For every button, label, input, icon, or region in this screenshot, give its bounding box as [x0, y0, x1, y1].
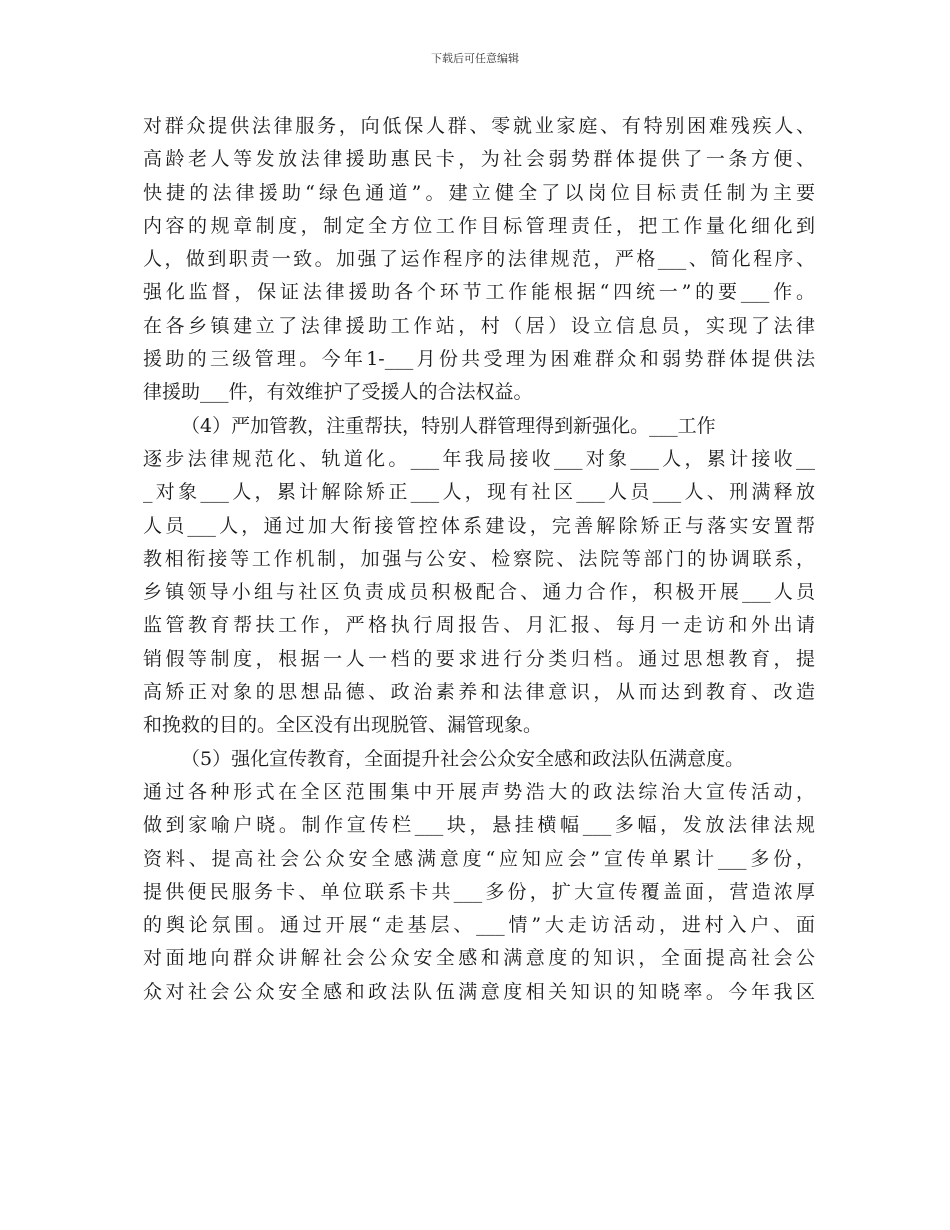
text-line: 内容的规章制度，制定全方位工作目标管理责任，把工作量化细化到 [143, 214, 815, 237]
text-line: 众对社会公众安全感和政法队伍满意度相关知识的知晓率。今年我区 [143, 980, 815, 1003]
text-line: 人，做到职责一致。加强了运作程序的法律规范，严格___、简化程序、 [143, 248, 815, 271]
text-line: 资料、提高社会公众安全感满意度“应知应会”宣传单累计___多份， [143, 847, 815, 870]
text-line: 高龄老人等发放法律援助惠民卡，为社会弱势群体提供了一条方便、 [143, 148, 815, 171]
text-line: 的舆论氛围。通过开展“走基层、___情”大走访活动，进村入户、面 [143, 914, 815, 937]
text-line: 高矫正对象的思想品德、政治素养和法律意识，从而达到教育、改造 [143, 681, 815, 704]
text-line: 快捷的法律援助“绿色通道”。建立健全了以岗位目标责任制为主要 [143, 181, 815, 204]
text-line: 对面地向群众讲解社会公众安全感和满意度的知识，全面提高社会公 [143, 947, 815, 970]
text-line: 逐步法律规范化、轨道化。___年我局接收___对象___人，累计接收__ [143, 447, 815, 470]
text-line: _对象___人，累计解除矫正___人，现有社区___人员___人、刑满释放 [143, 481, 815, 504]
text-line: 通过各种形式在全区范围集中开展声势浩大的政法综治大宣传活动， [143, 780, 815, 803]
text-line: 强化监督，保证法律援助各个环节工作能根据“四统一”的要___作。 [143, 281, 815, 304]
page-header: 下载后可任意编辑 [431, 52, 519, 65]
text-line: 做到家喻户晓。制作宣传栏___块，悬挂横幅___多幅，发放法律法规 [143, 814, 815, 837]
text-line: 和挽救的目的。全区没有出现脱管、漏管现象。 [143, 714, 543, 737]
text-line: 销假等制度，根据一人一档的要求进行分类归档。通过思想教育，提 [143, 647, 815, 670]
text-line: 在各乡镇建立了法律援助工作站，村（居）设立信息员，实现了法律 [143, 314, 815, 337]
text-line: 对群众提供法律服务，向低保人群、零就业家庭、有特别困难残疾人、 [143, 115, 815, 137]
paragraph-start-line: （4）严加管教，注重帮扶，特别人群管理得到新强化。___工作 [181, 414, 716, 437]
text-line: 监管教育帮扶工作，严格执行周报告、月汇报、每月一走访和外出请 [143, 614, 815, 637]
text-line: 人员___人，通过加大衔接管控体系建设，完善解除矫正与落实安置帮 [143, 514, 815, 537]
text-line: 教相衔接等工作机制，加强与公安、检察院、法院等部门的协调联系， [143, 547, 815, 570]
text-line: 律援助___件，有效维护了受援人的合法权益。 [143, 381, 533, 404]
text-line: 提供便民服务卡、单位联系卡共___多份，扩大宣传覆盖面，营造浓厚 [143, 880, 815, 903]
document-body [143, 110, 815, 1009]
paragraph-start-line: （5）强化宣传教育，全面提升社会公众安全感和政法队伍满意度。 [181, 747, 745, 770]
text-line: 乡镇领导小组与社区负责成员积极配合、通力合作，积极开展___人员 [143, 581, 815, 604]
text-line: 援助的三级管理。今年1-___月份共受理为困难群众和弱势群体提供法 [143, 348, 815, 371]
